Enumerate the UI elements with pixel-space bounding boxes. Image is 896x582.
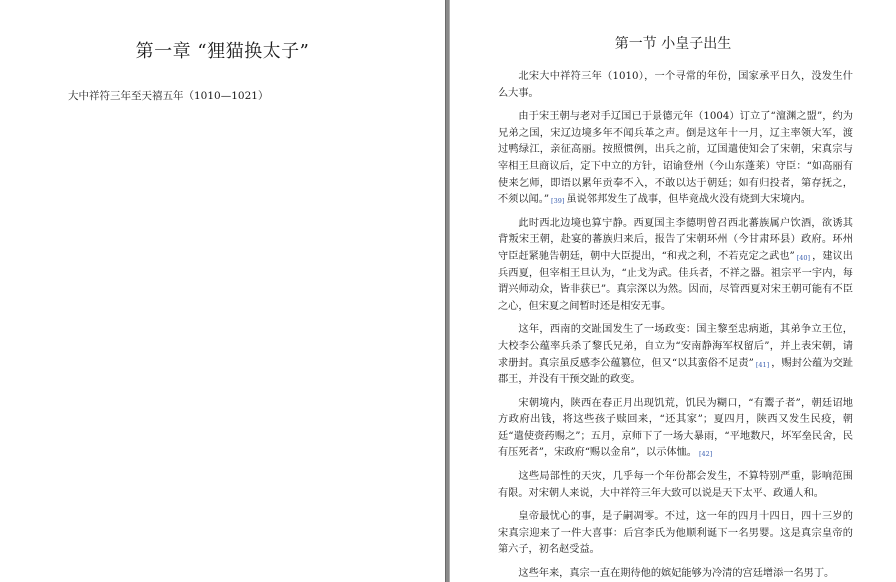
- paragraph: [498, 216, 853, 316]
- chapter-title: 第一章 “狸猫换太子”: [135, 41, 310, 62]
- body-text: [498, 69, 853, 582]
- paragraph: [498, 509, 853, 559]
- paragraph: [498, 109, 853, 209]
- chapter-period: 大中祥符三年至天禧五年（1010—1021）: [68, 90, 269, 102]
- paragraph-text: 宋朝境内，陕西在春正月出现饥荒，饥民为糊口，“有鬻子者”，朝廷诏地方政府出钱，将这些孩子赎回来，“还其家”；夏四月，陕西又发生民疫，朝廷“遣使赍药赐之”；五月，京师下了一场大暴雨，“平地数尺，坏军垒民舍，民有压死者”，宋政府“赐以金帛”，以示体恤。: [498, 397, 853, 459]
- paragraph: [498, 396, 853, 462]
- left-page: [0, 0, 445, 582]
- footnote-link[interactable]: [42]: [699, 450, 713, 459]
- paragraph-text: ，赐封公蕴为交趾郡王，并没有干预交趾的政变。: [498, 357, 854, 386]
- paragraph-text: 这些年来，真宗一直在期待他的嫔妃能够为冷清的宫廷增添一名男丁。: [518, 568, 835, 580]
- paragraph-text: 由于宋王朝与老对手辽国已于景德元年（1004）订立了“澶渊之盟”，约为兄弟之国，宋辽边境多年不闻兵革之声。倒是这年十一月，辽主率领大军，渡过鸭绿江，亲征高丽。按照惯例，出兵之前，辽国遣使知会了宋朝，宋真宗与宰相王旦商议后，定下中立的方针，诏谕登州（今山东蓬莱）守臣：“如高丽有使来乞师，即语以累年贡奉不入，不敢以达于朝廷；如有归投者，第存抚之，不须以闻。”: [498, 111, 853, 206]
- paragraph-text: 此时西北边境也算宁静。西夏国主李德明曾召西北蕃族属户饮酒，欲诱其背叛宋王朝，赴宴的蕃族归来后，报告了宋朝环州（今甘肃环县）政府。环州守臣赶紧驰告朝廷，朝中大臣提出，“和戎之利，不若克定之武也”: [498, 217, 853, 262]
- paragraph: [498, 322, 853, 388]
- footnote-link[interactable]: [41]: [755, 360, 770, 369]
- footnote-link[interactable]: [39]: [551, 197, 565, 206]
- paragraph-text: 皇帝最忧心的事，是子嗣凋零。不过，这一年的四月十四日，四十三岁的宋真宗迎来了一件大喜事：后宫李氏为他顺利诞下一名男婴。这是真宗皇帝的第六子，初名赵受益。: [498, 511, 853, 556]
- paragraph-text: 这年，西南的交趾国发生了一场政变：国主黎至忠病逝，其弟争立王位，大校李公蕴率兵杀了黎氏兄弟，自立为“安南静海军权留后”，并上表宋朝，请求册封。真宗虽反感李公蕴篡位，但又“以其蛮俗不足责”: [498, 324, 853, 369]
- paragraph-text: 这些局部性的天灾，几乎每一个年份都会发生，不算特别严重，影响范围有限。对宋朝人来说，大中祥符三年大致可以说是天下太平、政通人和。: [498, 471, 853, 499]
- paragraph: [498, 469, 853, 502]
- paragraph: [498, 69, 853, 102]
- paragraph: [498, 566, 853, 582]
- paragraph-text: 北宋大中祥符三年（1010），一个寻常的年份，国家承平日久，没发生什么大事。: [498, 71, 853, 99]
- footnote-link[interactable]: [40]: [796, 253, 811, 262]
- section-title: 第一节 小皇子出生: [614, 36, 732, 52]
- paragraph-text: 虽说邻邦发生了战事，但毕竟战火没有烧到大宋境内。: [566, 194, 811, 206]
- paragraph-text: ，建议出兵西夏，但宰相王旦认为，“止戈为武。佳兵者，不祥之器。祖宗平一宇内，每谓兴师动众，皆非获已”。真宗深以为然。因而，尽管西夏对宋王朝可能有不臣之心，但宋夏之间暂时还是相安无事。: [498, 250, 853, 312]
- right-page: [450, 0, 896, 582]
